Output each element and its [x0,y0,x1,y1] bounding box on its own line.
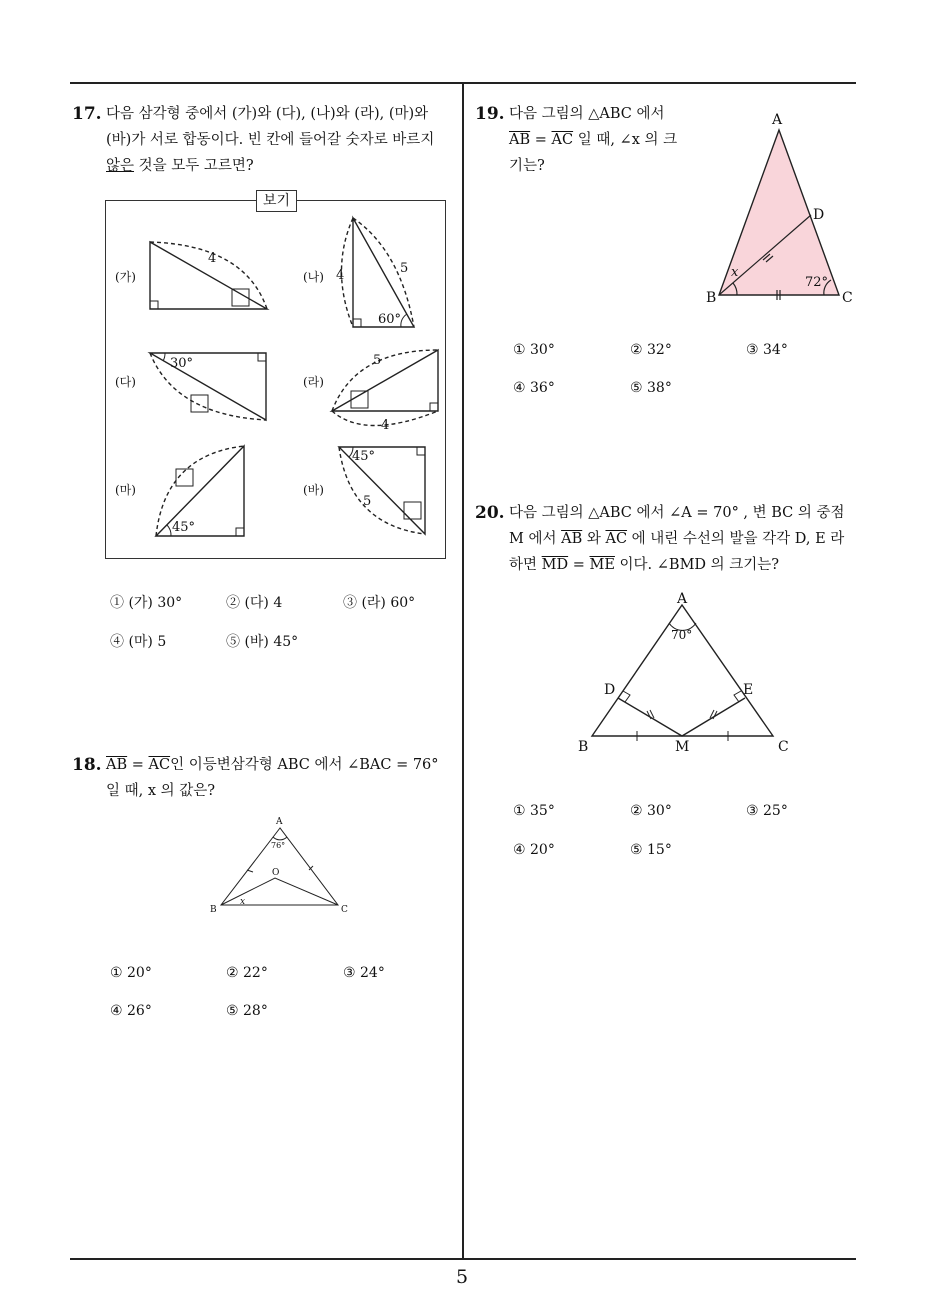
label-ma: (마) [115,483,136,497]
q19-line-2: $\overline{AB} = \overline{AC}$ 일 때, ∠x 의 크 [509,132,678,148]
label-ba: (바) [303,483,324,497]
q20-angle-label: 70° [671,628,693,642]
q19-choice-1[interactable]: ① 30° [513,342,555,358]
ra-hyp-label: 5 [373,353,382,368]
q19-choice-2[interactable]: ② 32° [630,342,672,358]
q19-figure [700,108,860,313]
q20-label-A: A [677,591,688,607]
q17-line-2: (바)가 서로 합동이다. 빈 칸에 들어갈 숫자로 바르지 [106,132,435,148]
q17-choice-5[interactable]: ⑤ (바) 45° [226,634,299,650]
label-ra: (라) [303,375,324,389]
q20-choice-2[interactable]: ② 30° [630,803,672,819]
q18-label-C: C [341,905,348,915]
question-17-number: 17. [72,104,102,124]
ra-side-label: 4 [381,418,390,433]
q18-choice-1[interactable]: ① 20° [110,965,152,981]
q18-label-x: x [240,897,246,907]
ba-angle-label: 45° [352,449,376,464]
q19-choice-3[interactable]: ③ 34° [746,342,788,358]
q17-line-1: 다음 삼각형 중에서 (가)와 (다), (나)와 (라), (마)와 [106,106,429,122]
column-divider [462,82,464,1260]
da-angle-label: 30° [170,356,194,371]
q19-choice-4[interactable]: ④ 36° [513,380,555,396]
figure-da [150,353,266,420]
q18-label-A: A [276,817,283,827]
q19-line-3: 기는? [509,158,545,174]
question-17-text [106,101,434,179]
q20-label-D: D [604,682,616,698]
ga-side-label: 4 [208,251,217,266]
q20-figure [570,585,800,760]
question-18-text [106,752,439,804]
q18-angle-label: 76° [271,841,286,850]
label-na: (나) [303,270,324,284]
q20-choice-4[interactable]: ④ 20° [513,842,555,858]
q17-choice-3[interactable]: ③ (라) 60° [343,595,416,611]
q20-label-B: B [578,739,589,755]
q18-choice-2[interactable]: ② 22° [226,965,268,981]
figure-ma [156,446,244,536]
q18-line-1: $\overline{AB} = \overline{AC}$인 이등변삼각형 ABC 에서 ∠BAC = 76° [106,757,439,773]
q18-choice-4[interactable]: ④ 26° [110,1003,152,1019]
q18-choice-3[interactable]: ③ 24° [343,965,385,981]
q19-line-1: 다음 그림의 △ABC 에서 [509,106,665,122]
question-18-number: 18. [72,755,102,775]
q17-choice-1[interactable]: ① (가) 30° [110,595,183,611]
q19-label-x: x [731,265,739,280]
q20-choice-1[interactable]: ① 35° [513,803,555,819]
q18-label-B: B [210,905,217,915]
label-da: (다) [115,375,136,389]
q17-choice-2[interactable]: ② (다) 4 [226,595,283,611]
page-number: 5 [456,1266,469,1288]
q18-choice-5[interactable]: ⑤ 28° [226,1003,268,1019]
ba-side-label: 5 [363,494,372,509]
q18-line-2: 일 때, x 의 값은? [106,783,216,799]
na-angle-label: 60° [378,312,402,327]
q20-line-2: M 에서 $\overline{AB}$ 와 $\overline{AC}$ 에 내린 수선의 발을 각각 D, E 라 [509,531,845,547]
bogi-title: 보기 [256,190,297,212]
q19-label-D: D [813,207,825,223]
na-hyp-label: 5 [400,261,409,276]
bottom-rule [70,1258,856,1260]
q20-choice-5[interactable]: ⑤ 15° [630,842,672,858]
q19-label-A: A [772,112,783,128]
label-ga: (가) [115,270,136,284]
q20-label-C: C [778,739,789,755]
q19-label-B: B [706,290,717,306]
question-19-number: 19. [475,104,505,124]
q20-choice-3[interactable]: ③ 25° [746,803,788,819]
question-20-number: 20. [475,503,505,523]
question-20-text [509,500,845,578]
question-19-text [509,101,677,179]
q20-line-1: 다음 그림의 △ABC 에서 ∠A = 70° , 변 BC 의 중점 [509,505,845,521]
q17-line-3: 않은 것을 모두 고르면? [106,158,254,174]
q20-label-M: M [675,739,690,755]
q20-line-3: 하면 $\overline{MD} = \overline{ME}$ 이다. ∠BMD 의 크기는? [509,557,780,573]
ma-angle-label: 45° [172,520,196,535]
q18-label-O: O [272,868,280,878]
q17-figures [105,200,445,557]
q17-choice-4[interactable]: ④ (마) 5 [110,634,167,650]
q20-label-E: E [743,682,754,698]
q19-label-C: C [842,290,853,306]
q19-angle-label: 72° [805,275,829,290]
q18-figure [205,812,355,918]
figure-ra [332,350,438,426]
q17-emphasis: 않은 [106,158,135,174]
na-side-label: 4 [336,268,345,283]
q19-choice-5[interactable]: ⑤ 38° [630,380,672,396]
